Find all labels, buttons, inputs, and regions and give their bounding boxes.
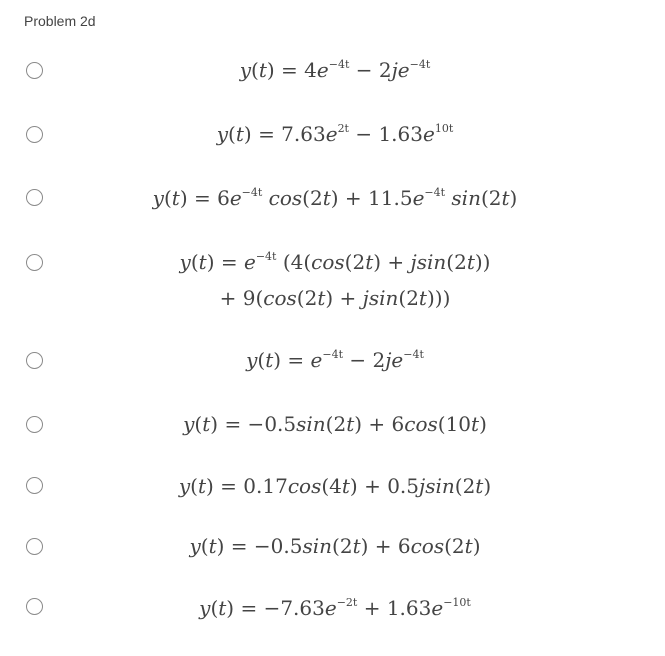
equation-token: ) [509, 186, 518, 210]
equation-token: − 1.63 [348, 122, 423, 146]
equation-token: ) = −7.63 [226, 596, 325, 620]
equation-token: (2 [344, 250, 366, 274]
equation-token: + 1.63 [357, 596, 432, 620]
equation-token: e [423, 122, 435, 146]
equation-token: ) [479, 412, 487, 436]
radio-button[interactable] [26, 126, 43, 143]
equation-token: ) = [206, 250, 244, 274]
equation-token: (2 [325, 412, 347, 436]
equation-token: t [464, 534, 473, 558]
equation-token: cos [311, 250, 345, 274]
equation-token: sin [302, 534, 333, 558]
equation-token: t [365, 250, 374, 274]
equation-token: je [391, 58, 410, 82]
equation-token: ) = 4 [266, 58, 317, 82]
exponent: 2t [337, 122, 349, 135]
equation-token: + 9( [219, 286, 264, 310]
equation-token: t [352, 534, 361, 558]
radio-button[interactable] [26, 62, 43, 79]
equation-token: ) + 6 [360, 534, 411, 558]
equation-token: ))) [426, 286, 451, 310]
equation-line [60, 180, 610, 216]
equation-token: cos [404, 412, 438, 436]
equation-token: e [229, 186, 242, 210]
equation-token: t [466, 250, 475, 274]
option-equation [60, 116, 610, 152]
equation-token: ) + [325, 286, 363, 310]
equation-token: y [152, 186, 164, 210]
exponent: 10t [434, 122, 454, 135]
equation-token: cos [410, 534, 445, 558]
equation-line [60, 342, 610, 378]
equation-token: sin [451, 186, 481, 210]
equation-token: ) [472, 534, 481, 558]
equation-token: y [246, 348, 258, 372]
equation-token: ) = −0.5 [216, 534, 303, 558]
equation-line [60, 528, 610, 564]
equation-token: ) + 6 [354, 412, 405, 436]
equation-token: ) + [373, 250, 411, 274]
equation-token: ) = 6 [179, 186, 230, 210]
exponent: −2t [336, 596, 358, 609]
equation-token: cos [268, 186, 303, 210]
equation-token: jsin [419, 474, 455, 498]
equation-token: jsin [362, 286, 399, 310]
equation-token: (2 [446, 250, 467, 274]
equation-token: sin [296, 412, 326, 436]
equation-token: e [431, 596, 444, 620]
equation-token: ) = 0.17 [206, 474, 288, 498]
equation-token: t [501, 186, 510, 210]
option-equation [60, 590, 610, 626]
equation-token: ( [257, 348, 266, 372]
problem-title: Problem 2d [24, 13, 96, 29]
equation-line [60, 468, 610, 504]
equation-token: ) = −0.5 [210, 412, 297, 436]
equation-token: − 2 [349, 58, 392, 82]
exponent: −10t [443, 596, 471, 609]
radio-button[interactable] [26, 598, 43, 615]
equation-token: y [216, 122, 229, 146]
equation-token: t [317, 286, 326, 310]
equation-token: ( [251, 58, 259, 82]
option-equation [60, 244, 610, 316]
equation-token: t [265, 348, 274, 372]
radio-button[interactable] [26, 477, 43, 494]
equation-line [60, 406, 610, 442]
equation-token: )) [474, 250, 491, 274]
equation-token: e [310, 348, 323, 372]
radio-button[interactable] [26, 352, 43, 369]
exponent: −4t [328, 58, 350, 71]
equation-token: (4 [321, 474, 342, 498]
equation-token: ( [200, 534, 209, 558]
exponent: −4t [322, 348, 344, 361]
equation-token: e [412, 186, 425, 210]
equation-token: e [316, 58, 329, 82]
equation-token: (2 [332, 534, 353, 558]
equation-token: ) + 0.5 [349, 474, 420, 498]
option-equation [60, 406, 610, 442]
equation-token: (4( [276, 250, 312, 274]
equation-token: t [171, 186, 180, 210]
equation-token: y [189, 534, 201, 558]
radio-button[interactable] [26, 538, 43, 555]
radio-button[interactable] [26, 189, 43, 206]
equation-token: − 2 [343, 348, 386, 372]
equation-token: (2 [302, 186, 323, 210]
equation-token: t [475, 474, 484, 498]
exponent: −4t [403, 348, 424, 361]
equation-token: e [325, 122, 338, 146]
equation-token: ( [190, 250, 199, 274]
equation-token: ( [228, 122, 236, 146]
equation-token: t [218, 596, 227, 620]
exponent: −4t [241, 186, 263, 199]
radio-button[interactable] [26, 416, 43, 433]
equation-line [60, 590, 610, 626]
equation-token: ( [163, 186, 172, 210]
equation-token: (2 [398, 286, 419, 310]
equation-line [60, 244, 610, 280]
equation-token: t [341, 474, 350, 498]
option-equation [60, 180, 610, 216]
option-equation [60, 468, 610, 504]
equation-line [60, 280, 610, 316]
equation-token: y [183, 412, 195, 436]
equation-line [60, 116, 610, 152]
equation-token: t [235, 122, 244, 146]
equation-token: t [346, 412, 355, 436]
exponent: −4t [255, 250, 277, 263]
equation-token: t [198, 250, 207, 274]
equation-token: e [243, 250, 256, 274]
equation-token: y [239, 58, 252, 82]
equation-token: (2 [454, 474, 476, 498]
equation-token: jsin [410, 250, 447, 274]
equation-token: cos [287, 474, 322, 498]
equation-token: (10 [437, 412, 472, 436]
equation-token: ) = [273, 348, 311, 372]
equation-token: (2 [296, 286, 318, 310]
equation-token: ) [483, 474, 492, 498]
equation-token: ( [190, 474, 198, 498]
equation-token: t [322, 186, 331, 210]
equation-token: t [258, 58, 267, 82]
equation-token: t [197, 474, 207, 498]
equation-token: ( [210, 596, 219, 620]
radio-button[interactable] [26, 254, 43, 271]
equation-token: (2 [444, 534, 465, 558]
equation-token: je [385, 348, 404, 372]
equation-token: t [471, 412, 480, 436]
exponent: −4t [409, 58, 431, 71]
equation-token: (2 [480, 186, 502, 210]
equation-line [60, 52, 610, 88]
equation-token: t [418, 286, 427, 310]
equation-token: ) = 7.63 [243, 122, 326, 146]
equation-token: t [202, 412, 211, 436]
option-equation [60, 528, 610, 564]
equation-token: e [324, 596, 337, 620]
option-equation [60, 52, 610, 88]
equation-token: y [178, 474, 191, 498]
equation-token: cos [263, 286, 297, 310]
exponent: −4t [424, 186, 446, 199]
equation-token: y [199, 596, 211, 620]
equation-token: ( [194, 412, 203, 436]
equation-token: t [208, 534, 217, 558]
option-equation [60, 342, 610, 378]
equation-token: y [179, 250, 191, 274]
equation-token: ) + 11.5 [330, 186, 413, 210]
